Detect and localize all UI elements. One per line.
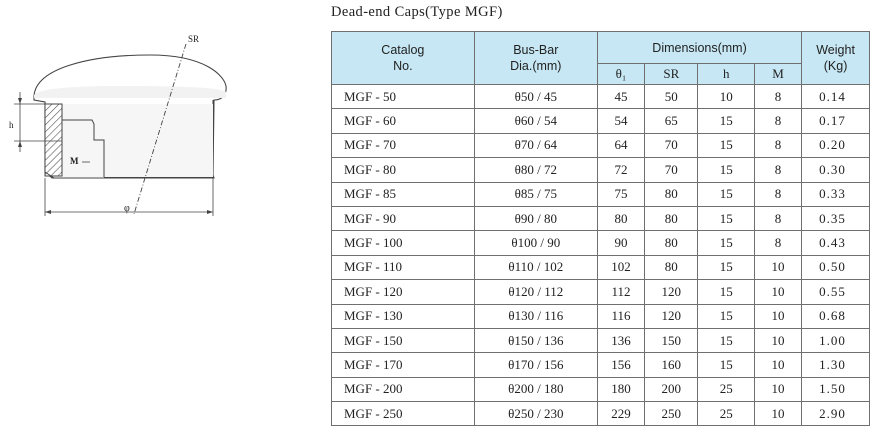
cell-h: 15 (698, 133, 754, 157)
cell-theta: 102 (597, 255, 644, 279)
cell-busbar-dia: θ70 / 64 (474, 133, 597, 157)
cell-busbar-dia: θ100 / 90 (474, 231, 597, 255)
cell-m: 8 (754, 85, 801, 109)
cell-h: 15 (698, 182, 754, 206)
cap-inner-area (62, 104, 213, 177)
cell-catalog: MGF - 110 (332, 255, 475, 279)
cell-weight: 0.17 (802, 109, 870, 133)
cell-sr: 120 (645, 280, 698, 304)
cell-catalog: MGF - 120 (332, 280, 475, 304)
cell-m: 10 (754, 353, 801, 377)
cell-m: 8 (754, 231, 801, 255)
cell-catalog: MGF - 60 (332, 109, 475, 133)
cap-hatched-wall (45, 104, 62, 176)
cell-h: 25 (698, 377, 754, 401)
cell-h: 15 (698, 231, 754, 255)
cell-sr: 250 (645, 402, 698, 426)
cell-theta: 156 (597, 353, 644, 377)
cell-h: 15 (698, 353, 754, 377)
specification-table (331, 31, 870, 426)
cell-catalog: MGF - 85 (332, 182, 475, 206)
table-row (332, 377, 870, 401)
cell-catalog: MGF - 70 (332, 133, 475, 157)
header-dimensions: Dimensions(mm) (597, 32, 801, 64)
header-weight (802, 32, 870, 85)
cell-weight: 0.43 (802, 231, 870, 255)
cell-catalog: MGF - 150 (332, 328, 475, 352)
cell-catalog: MGF - 90 (332, 206, 475, 230)
table-row (332, 133, 870, 157)
h-arrow-top (18, 98, 22, 104)
header-weight-line1: Weight (816, 43, 855, 57)
cell-m: 10 (754, 304, 801, 328)
cell-catalog: MGF - 250 (332, 402, 475, 426)
cell-h: 15 (698, 206, 754, 230)
subheader-m: M (754, 64, 801, 85)
cell-m: 10 (754, 255, 801, 279)
cell-h: 15 (698, 328, 754, 352)
header-catalog-no (332, 32, 475, 85)
table-row (332, 304, 870, 328)
cell-h: 25 (698, 402, 754, 426)
page-title: Dead-end Caps(Type MGF) (331, 4, 503, 20)
cell-sr: 150 (645, 328, 698, 352)
cell-busbar-dia: θ60 / 54 (474, 109, 597, 133)
cell-sr: 70 (645, 133, 698, 157)
cell-catalog: MGF - 100 (332, 231, 475, 255)
subheader-sr: SR (645, 64, 698, 85)
cell-m: 8 (754, 182, 801, 206)
cell-theta: 136 (597, 328, 644, 352)
cell-sr: 80 (645, 231, 698, 255)
table-row (332, 109, 870, 133)
m-label: M (70, 156, 79, 166)
cell-theta: 75 (597, 182, 644, 206)
table-header-row (332, 32, 870, 64)
table-row (332, 402, 870, 426)
table-row (332, 85, 870, 109)
table-row (332, 206, 870, 230)
subheader-h: h (698, 64, 754, 85)
cell-m: 10 (754, 377, 801, 401)
cell-weight: 0.55 (802, 280, 870, 304)
cell-busbar-dia: θ170 / 156 (474, 353, 597, 377)
cell-catalog: MGF - 50 (332, 85, 475, 109)
cell-busbar-dia: θ150 / 136 (474, 328, 597, 352)
cell-theta: 80 (597, 206, 644, 230)
cell-sr: 80 (645, 206, 698, 230)
cell-catalog: MGF - 170 (332, 353, 475, 377)
cell-sr: 160 (645, 353, 698, 377)
cell-weight: 1.50 (802, 377, 870, 401)
cell-m: 10 (754, 328, 801, 352)
cell-catalog: MGF - 130 (332, 304, 475, 328)
cell-h: 15 (698, 109, 754, 133)
cell-busbar-dia: θ130 / 116 (474, 304, 597, 328)
header-catalog-no-line1: Catalog (381, 43, 425, 57)
header-weight-line2: (Kg) (823, 59, 848, 73)
cell-sr: 120 (645, 304, 698, 328)
sr-label: SR (188, 34, 200, 44)
header-catalog-no-line2: No. (393, 59, 413, 73)
subheader-theta: θ₁ (597, 64, 644, 85)
cell-theta: 72 (597, 158, 644, 182)
cell-sr: 70 (645, 158, 698, 182)
cell-theta: 229 (597, 402, 644, 426)
cell-sr: 200 (645, 377, 698, 401)
cell-weight: 0.20 (802, 133, 870, 157)
table-row (332, 353, 870, 377)
header-busbar-dia (474, 32, 597, 85)
cell-busbar-dia: θ90 / 80 (474, 206, 597, 230)
cell-theta: 112 (597, 280, 644, 304)
cell-weight: 0.30 (802, 158, 870, 182)
h-arrow-bottom (18, 141, 22, 147)
cell-busbar-dia: θ250 / 230 (474, 402, 597, 426)
cell-catalog: MGF - 200 (332, 377, 475, 401)
cell-weight: 0.33 (802, 182, 870, 206)
cell-busbar-dia: θ50 / 45 (474, 85, 597, 109)
h-label: h (9, 120, 14, 130)
cell-h: 15 (698, 280, 754, 304)
cell-theta: 116 (597, 304, 644, 328)
table-row (332, 231, 870, 255)
cell-theta: 64 (597, 133, 644, 157)
table-row (332, 158, 870, 182)
table-row (332, 182, 870, 206)
cell-m: 10 (754, 402, 801, 426)
phi-arrow-left (45, 210, 51, 214)
cell-theta: 45 (597, 85, 644, 109)
cell-m: 8 (754, 206, 801, 230)
cell-weight: 0.35 (802, 206, 870, 230)
cell-sr: 65 (645, 109, 698, 133)
cell-h: 15 (698, 304, 754, 328)
cell-busbar-dia: θ120 / 112 (474, 280, 597, 304)
cell-m: 10 (754, 280, 801, 304)
cell-catalog: MGF - 80 (332, 158, 475, 182)
phi-label: φ (124, 203, 130, 214)
table-row (332, 280, 870, 304)
cell-m: 8 (754, 133, 801, 157)
cap-cross-section-drawing (0, 0, 330, 441)
cell-busbar-dia: θ80 / 72 (474, 158, 597, 182)
cell-h: 15 (698, 158, 754, 182)
cell-m: 8 (754, 158, 801, 182)
cell-theta: 90 (597, 231, 644, 255)
cell-busbar-dia: θ200 / 180 (474, 377, 597, 401)
cell-sr: 50 (645, 85, 698, 109)
cell-weight: 0.68 (802, 304, 870, 328)
cell-theta: 180 (597, 377, 644, 401)
phi-arrow-right (207, 210, 213, 214)
cell-weight: 1.00 (802, 328, 870, 352)
cell-busbar-dia: θ85 / 75 (474, 182, 597, 206)
cell-weight: 2.90 (802, 402, 870, 426)
cell-weight: 0.14 (802, 85, 870, 109)
cell-weight: 1.30 (802, 353, 870, 377)
header-busbar-dia-line1: Bus-Bar (513, 43, 559, 57)
cell-h: 15 (698, 255, 754, 279)
cell-h: 10 (698, 85, 754, 109)
cell-theta: 54 (597, 109, 644, 133)
table-row (332, 255, 870, 279)
cell-m: 8 (754, 109, 801, 133)
header-busbar-dia-line2: Dia.(mm) (510, 59, 562, 73)
cell-busbar-dia: θ110 / 102 (474, 255, 597, 279)
cell-sr: 80 (645, 255, 698, 279)
cell-sr: 80 (645, 182, 698, 206)
table-row (332, 328, 870, 352)
cell-weight: 0.50 (802, 255, 870, 279)
